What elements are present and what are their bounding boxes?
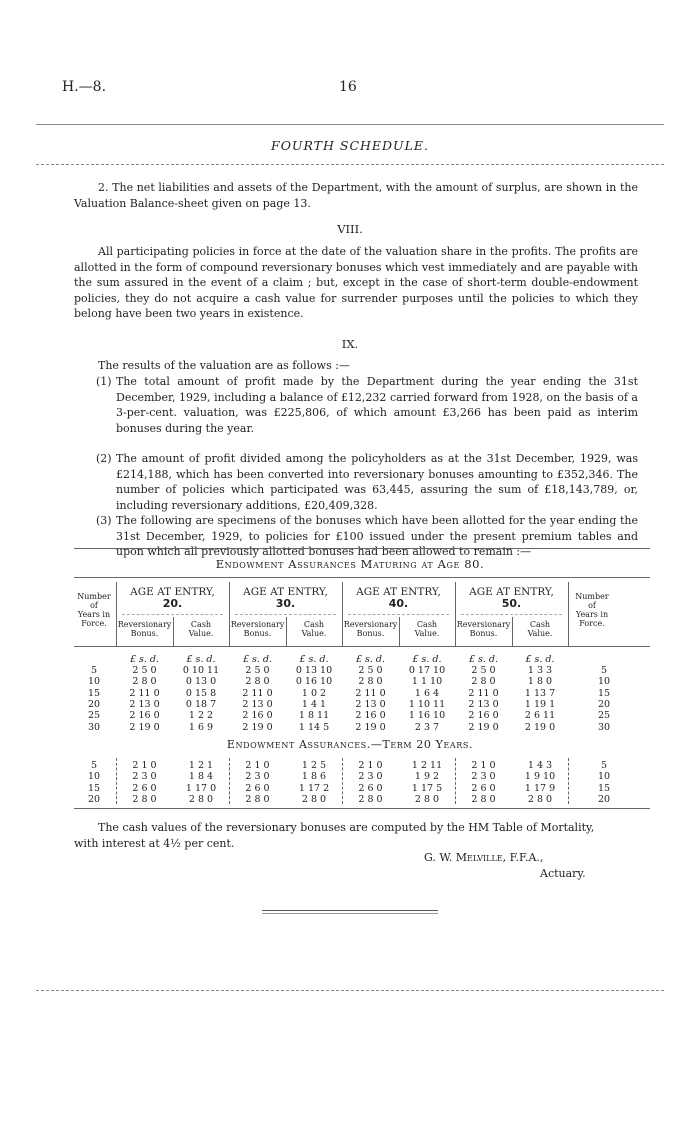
reversionary-bonus-cell: 2 19 0 bbox=[355, 721, 386, 733]
header-line: Cash bbox=[416, 620, 438, 629]
years-in-force: 20 bbox=[597, 698, 611, 710]
header-line: Value. bbox=[301, 629, 327, 638]
age-group-age: 20. bbox=[162, 597, 183, 610]
signature-title: Actuary. bbox=[540, 867, 586, 880]
signature-name: G. W. Melville, F.F.A., bbox=[424, 851, 544, 864]
right-header-line: of bbox=[588, 601, 596, 610]
header-line: Value. bbox=[527, 629, 553, 638]
ix-item-3 bbox=[96, 513, 638, 560]
cash-value-cell: 2 8 0 bbox=[301, 793, 327, 805]
reversionary-bonus-cell: 2 5 0 bbox=[132, 665, 157, 676]
end-rule bbox=[262, 913, 438, 914]
section-ix-heading: IX. bbox=[341, 337, 359, 351]
cash-value-cell: 1 8 6 bbox=[301, 771, 327, 783]
reversionary-bonus-cell: 2 8 0 bbox=[471, 793, 496, 805]
cash-value-cell: 1 1 10 bbox=[411, 676, 443, 688]
header-bottom-rule bbox=[74, 646, 650, 647]
cash-value-cell: 1 0 2 bbox=[301, 687, 327, 699]
cash-value-cell: 0 13 10 bbox=[295, 665, 333, 676]
column-divider bbox=[116, 582, 117, 646]
group-rule bbox=[348, 614, 449, 615]
reversionary-bonus-cell: 2 13 0 bbox=[355, 698, 386, 710]
paragraph-2: 2. The net liabilities and assets of the Department, with the amount of surplus, are shown in the Valuation Balance-sheet given on page 13. bbox=[74, 181, 638, 210]
ix-item-text: The following are specimens of the bonuses which have been allotted for the year ending the 31st December, 1929, to policies for £100 issued under the present premium tables and upon which all previously allotted bonuses had been allowed to remain :— bbox=[116, 514, 638, 558]
reversionary-bonus-cell: 2 8 0 bbox=[245, 676, 270, 688]
header-line: Bonus. bbox=[243, 629, 272, 638]
subcolumn-divider bbox=[399, 617, 400, 646]
years-in-force: 15 bbox=[87, 782, 101, 794]
ix-item-number: (2) bbox=[96, 452, 112, 465]
years-in-force: 25 bbox=[87, 710, 101, 722]
years-in-force: 15 bbox=[597, 782, 611, 794]
reversionary-bonus-cell: 2 11 0 bbox=[355, 687, 386, 699]
ix-item-text: The amount of profit divided among the policyholders as at the 31st December, 1929, was £214,188, which has been converted into reversionary bonuses amounting to £352,346. The number of policies which participated was 63,445, assuring the sum of £18,143,789, or, including reversionary additions, £20,409,328. bbox=[116, 452, 638, 512]
page-bottom-rule bbox=[36, 990, 664, 991]
cash-value-cell: 1 13 7 bbox=[524, 687, 556, 699]
reversionary-bonus-cell: 2 1 0 bbox=[132, 760, 157, 771]
cash-value-cell: 1 6 9 bbox=[188, 721, 214, 733]
closing-text: The cash values of the reversionary bonuses are computed by the bbox=[98, 821, 465, 834]
cash-value-cell: 1 8 11 bbox=[298, 710, 330, 722]
cash-value-cell: 1 17 9 bbox=[524, 782, 556, 794]
years-in-force: 30 bbox=[597, 721, 611, 733]
years-in-force: 30 bbox=[87, 721, 101, 733]
cash-value-header bbox=[399, 620, 455, 638]
table-title: Endowment Assurances Maturing at Age 80. bbox=[215, 557, 485, 571]
years-in-force: 5 bbox=[90, 665, 98, 676]
reversionary-bonus-cell: 2 19 0 bbox=[468, 721, 499, 733]
cash-value-cell: 1 2 1 bbox=[188, 760, 214, 771]
column-divider bbox=[568, 582, 569, 646]
age-group-age: 40. bbox=[388, 597, 409, 610]
right-header-line: Number bbox=[575, 592, 609, 601]
reversionary-bonus-cell: 2 3 0 bbox=[132, 771, 157, 783]
reversionary-bonus-cell: 2 16 0 bbox=[355, 710, 386, 722]
closing-text: Table of Mortality, bbox=[492, 821, 595, 834]
years-in-force: 15 bbox=[87, 687, 101, 699]
years-in-force: 10 bbox=[87, 771, 101, 783]
cash-value-header bbox=[512, 620, 568, 638]
table-subtitle: Endowment Assurances.—Term 20 Years. bbox=[226, 738, 474, 751]
age-group-age: 30. bbox=[275, 597, 296, 610]
cash-value-cell: 2 19 0 bbox=[524, 721, 556, 733]
years-in-force: 5 bbox=[90, 760, 98, 771]
section-viii-heading: VIII. bbox=[337, 222, 363, 236]
reversionary-bonus-cell: 2 6 0 bbox=[132, 782, 157, 794]
header-line: Reversionary bbox=[343, 620, 398, 629]
subcolumn-divider bbox=[512, 617, 513, 646]
left-header bbox=[74, 592, 114, 628]
cash-value-cell: 1 10 11 bbox=[408, 698, 446, 710]
ix-item-number: (1) bbox=[96, 375, 112, 388]
column-divider bbox=[568, 758, 569, 804]
reversionary-bonus-cell: 2 13 0 bbox=[468, 698, 499, 710]
cash-value-cell: 1 4 3 bbox=[527, 760, 553, 771]
age-group-heading bbox=[455, 586, 568, 610]
right-header bbox=[570, 592, 614, 628]
group-rule bbox=[122, 614, 223, 615]
right-header-line: Years in bbox=[575, 610, 609, 619]
units-label: £ s. d. bbox=[412, 654, 442, 665]
header-line: Cash bbox=[190, 620, 212, 629]
cash-value-cell: 1 16 10 bbox=[408, 710, 446, 722]
closing-line-1 bbox=[74, 820, 638, 836]
age-group-age: 50. bbox=[501, 597, 522, 610]
reversionary-bonus-cell: 2 8 0 bbox=[358, 793, 383, 805]
cash-value-cell: 0 13 0 bbox=[185, 676, 217, 688]
cash-value-cell: 0 17 10 bbox=[408, 665, 446, 676]
cash-value-cell: 2 8 0 bbox=[414, 793, 440, 805]
reversionary-bonus-cell: 2 6 0 bbox=[358, 782, 383, 794]
reversionary-bonus-cell: 2 1 0 bbox=[471, 760, 496, 771]
reversionary-bonus-cell: 2 6 0 bbox=[471, 782, 496, 794]
reversionary-bonus-header bbox=[455, 620, 512, 638]
cash-value-cell: 2 8 0 bbox=[527, 793, 553, 805]
ix-intro: The results of the valuation are as follows :— bbox=[98, 359, 350, 372]
header-line: Cash bbox=[303, 620, 325, 629]
age-group-heading bbox=[229, 586, 342, 610]
reversionary-bonus-cell: 2 11 0 bbox=[242, 687, 273, 699]
cash-value-cell: 0 15 8 bbox=[185, 687, 217, 699]
reversionary-bonus-cell: 2 6 0 bbox=[245, 782, 270, 794]
age-group-heading bbox=[342, 586, 455, 610]
units-label: £ s. d. bbox=[525, 654, 555, 665]
right-header-line: Force. bbox=[579, 619, 605, 628]
closing-line-2: with interest at 4½ per cent. bbox=[74, 837, 235, 850]
left-header-line: Number bbox=[77, 592, 111, 601]
table-title-rule bbox=[74, 577, 650, 578]
top-rule bbox=[36, 124, 664, 125]
reversionary-bonus-cell: 2 8 0 bbox=[471, 676, 496, 688]
units-label: £ s. d. bbox=[468, 654, 499, 665]
left-header-line: of bbox=[90, 601, 98, 610]
ix-item-text: The total amount of profit made by the Department during the year ending the 31st December, 1929, including a balance of £12,232 carried forward from 1928, on the basis of a 3-per-cent. valuation, was £225,806, of which amount £3,266 has been paid as interim bonuses during the year. bbox=[116, 375, 638, 435]
age-group-label: AGE AT ENTRY, bbox=[356, 586, 441, 598]
left-header-line: Years in bbox=[77, 610, 111, 619]
cash-value-cell: 2 8 0 bbox=[188, 793, 214, 805]
reversionary-bonus-cell: 2 19 0 bbox=[242, 721, 273, 733]
cash-value-cell: 2 6 11 bbox=[524, 710, 556, 722]
cash-value-cell: 1 17 5 bbox=[411, 782, 443, 794]
table-top-rule bbox=[74, 548, 650, 549]
units-label: £ s. d. bbox=[186, 654, 216, 665]
reversionary-bonus-header bbox=[342, 620, 399, 638]
left-header-line: Force. bbox=[81, 619, 107, 628]
header-line: Reversionary bbox=[117, 620, 172, 629]
closing-hm: HM bbox=[468, 821, 490, 834]
years-in-force: 5 bbox=[600, 760, 608, 771]
cash-value-cell: 0 16 10 bbox=[295, 676, 333, 688]
cash-value-cell: 1 2 2 bbox=[188, 710, 214, 722]
header-line: Bonus. bbox=[356, 629, 385, 638]
cash-value-cell: 0 18 7 bbox=[185, 698, 217, 710]
years-in-force: 20 bbox=[87, 698, 101, 710]
years-in-force: 20 bbox=[87, 793, 101, 805]
cash-value-header bbox=[286, 620, 342, 638]
page-number: 16 bbox=[339, 79, 357, 95]
cash-value-cell: 2 3 7 bbox=[414, 721, 440, 733]
cash-value-cell: 1 17 0 bbox=[185, 782, 217, 794]
header-line: Reversionary bbox=[230, 620, 285, 629]
schedule-rule bbox=[36, 164, 664, 165]
units-label: £ s. d. bbox=[355, 654, 386, 665]
header-line: Value. bbox=[188, 629, 214, 638]
reversionary-bonus-header bbox=[229, 620, 286, 638]
header-line: Reversionary bbox=[456, 620, 511, 629]
group-rule bbox=[235, 614, 336, 615]
reversionary-bonus-cell: 2 1 0 bbox=[245, 760, 270, 771]
reversionary-bonus-cell: 2 11 0 bbox=[468, 687, 499, 699]
cash-value-cell: 1 3 3 bbox=[527, 665, 553, 676]
reversionary-bonus-cell: 2 16 0 bbox=[242, 710, 273, 722]
reversionary-bonus-cell: 2 8 0 bbox=[358, 676, 383, 688]
units-label: £ s. d. bbox=[299, 654, 329, 665]
years-in-force: 10 bbox=[597, 771, 611, 783]
reversionary-bonus-cell: 2 3 0 bbox=[245, 771, 270, 783]
table-bottom-rule bbox=[74, 808, 650, 809]
units-label: £ s. d. bbox=[129, 654, 160, 665]
header-line: Value. bbox=[414, 629, 440, 638]
column-divider bbox=[229, 582, 230, 646]
cash-value-cell: 1 17 2 bbox=[298, 782, 330, 794]
reversionary-bonus-cell: 2 1 0 bbox=[358, 760, 383, 771]
reversionary-bonus-cell: 2 5 0 bbox=[471, 665, 496, 676]
column-divider bbox=[455, 582, 456, 646]
age-group-label: AGE AT ENTRY, bbox=[130, 586, 215, 598]
paragraph-viii: All participating policies in force at the date of the valuation share in the profits. The profits are allotted in the form of compound reversionary bonuses which vest immediately and are payable with the sum assured in the event of a claim ; but, except in the case of short-term double-endowment policies, they do not acquire a cash value for surrender purposes until the policies to which they belong have been two years in existence. bbox=[74, 245, 638, 320]
ix-item-2 bbox=[96, 451, 638, 513]
reversionary-bonus-header bbox=[116, 620, 173, 638]
years-in-force: 15 bbox=[597, 687, 611, 699]
subcolumn-divider bbox=[286, 617, 287, 646]
reversionary-bonus-cell: 2 11 0 bbox=[129, 687, 160, 699]
age-group-heading bbox=[116, 586, 229, 610]
cash-value-cell: 1 8 0 bbox=[527, 676, 553, 688]
cash-value-cell: 1 4 1 bbox=[301, 698, 327, 710]
years-in-force: 5 bbox=[600, 665, 608, 676]
units-label: £ s. d. bbox=[242, 654, 273, 665]
ix-item-1 bbox=[96, 374, 638, 436]
reversionary-bonus-cell: 2 3 0 bbox=[358, 771, 383, 783]
years-in-force: 25 bbox=[597, 710, 611, 722]
age-group-label: AGE AT ENTRY, bbox=[243, 586, 328, 598]
end-rule bbox=[262, 910, 438, 911]
header-line: Bonus. bbox=[130, 629, 159, 638]
cash-value-cell: 1 2 11 bbox=[411, 760, 443, 771]
cash-value-header bbox=[173, 620, 229, 638]
cash-value-cell: 1 9 10 bbox=[524, 771, 556, 783]
header-reference: H.—8. bbox=[62, 79, 107, 95]
reversionary-bonus-cell: 2 19 0 bbox=[129, 721, 160, 733]
cash-value-cell: 1 19 1 bbox=[524, 698, 556, 710]
reversionary-bonus-cell: 2 5 0 bbox=[245, 665, 270, 676]
reversionary-bonus-cell: 2 13 0 bbox=[242, 698, 273, 710]
schedule-title: FOURTH SCHEDULE. bbox=[271, 138, 429, 153]
reversionary-bonus-cell: 2 16 0 bbox=[468, 710, 499, 722]
header-line: Cash bbox=[529, 620, 551, 629]
reversionary-bonus-cell: 2 13 0 bbox=[129, 698, 160, 710]
reversionary-bonus-cell: 2 16 0 bbox=[129, 710, 160, 722]
years-in-force: 10 bbox=[597, 676, 611, 688]
cash-value-cell: 1 6 4 bbox=[414, 687, 440, 699]
subcolumn-divider bbox=[173, 617, 174, 646]
reversionary-bonus-cell: 2 5 0 bbox=[358, 665, 383, 676]
reversionary-bonus-cell: 2 8 0 bbox=[132, 676, 157, 688]
cash-value-cell: 1 9 2 bbox=[414, 771, 440, 783]
cash-value-cell: 1 14 5 bbox=[298, 721, 330, 733]
group-rule bbox=[461, 614, 562, 615]
age-group-label: AGE AT ENTRY, bbox=[469, 586, 554, 598]
cash-value-cell: 1 8 4 bbox=[188, 771, 214, 783]
cash-value-cell: 0 10 11 bbox=[182, 665, 220, 676]
reversionary-bonus-cell: 2 8 0 bbox=[245, 793, 270, 805]
reversionary-bonus-cell: 2 8 0 bbox=[132, 793, 157, 805]
years-in-force: 20 bbox=[597, 793, 611, 805]
years-in-force: 10 bbox=[87, 676, 101, 688]
cash-value-cell: 1 2 5 bbox=[301, 760, 327, 771]
ix-item-number: (3) bbox=[96, 514, 112, 527]
header-line: Bonus. bbox=[469, 629, 498, 638]
column-divider bbox=[342, 582, 343, 646]
reversionary-bonus-cell: 2 3 0 bbox=[471, 771, 496, 783]
